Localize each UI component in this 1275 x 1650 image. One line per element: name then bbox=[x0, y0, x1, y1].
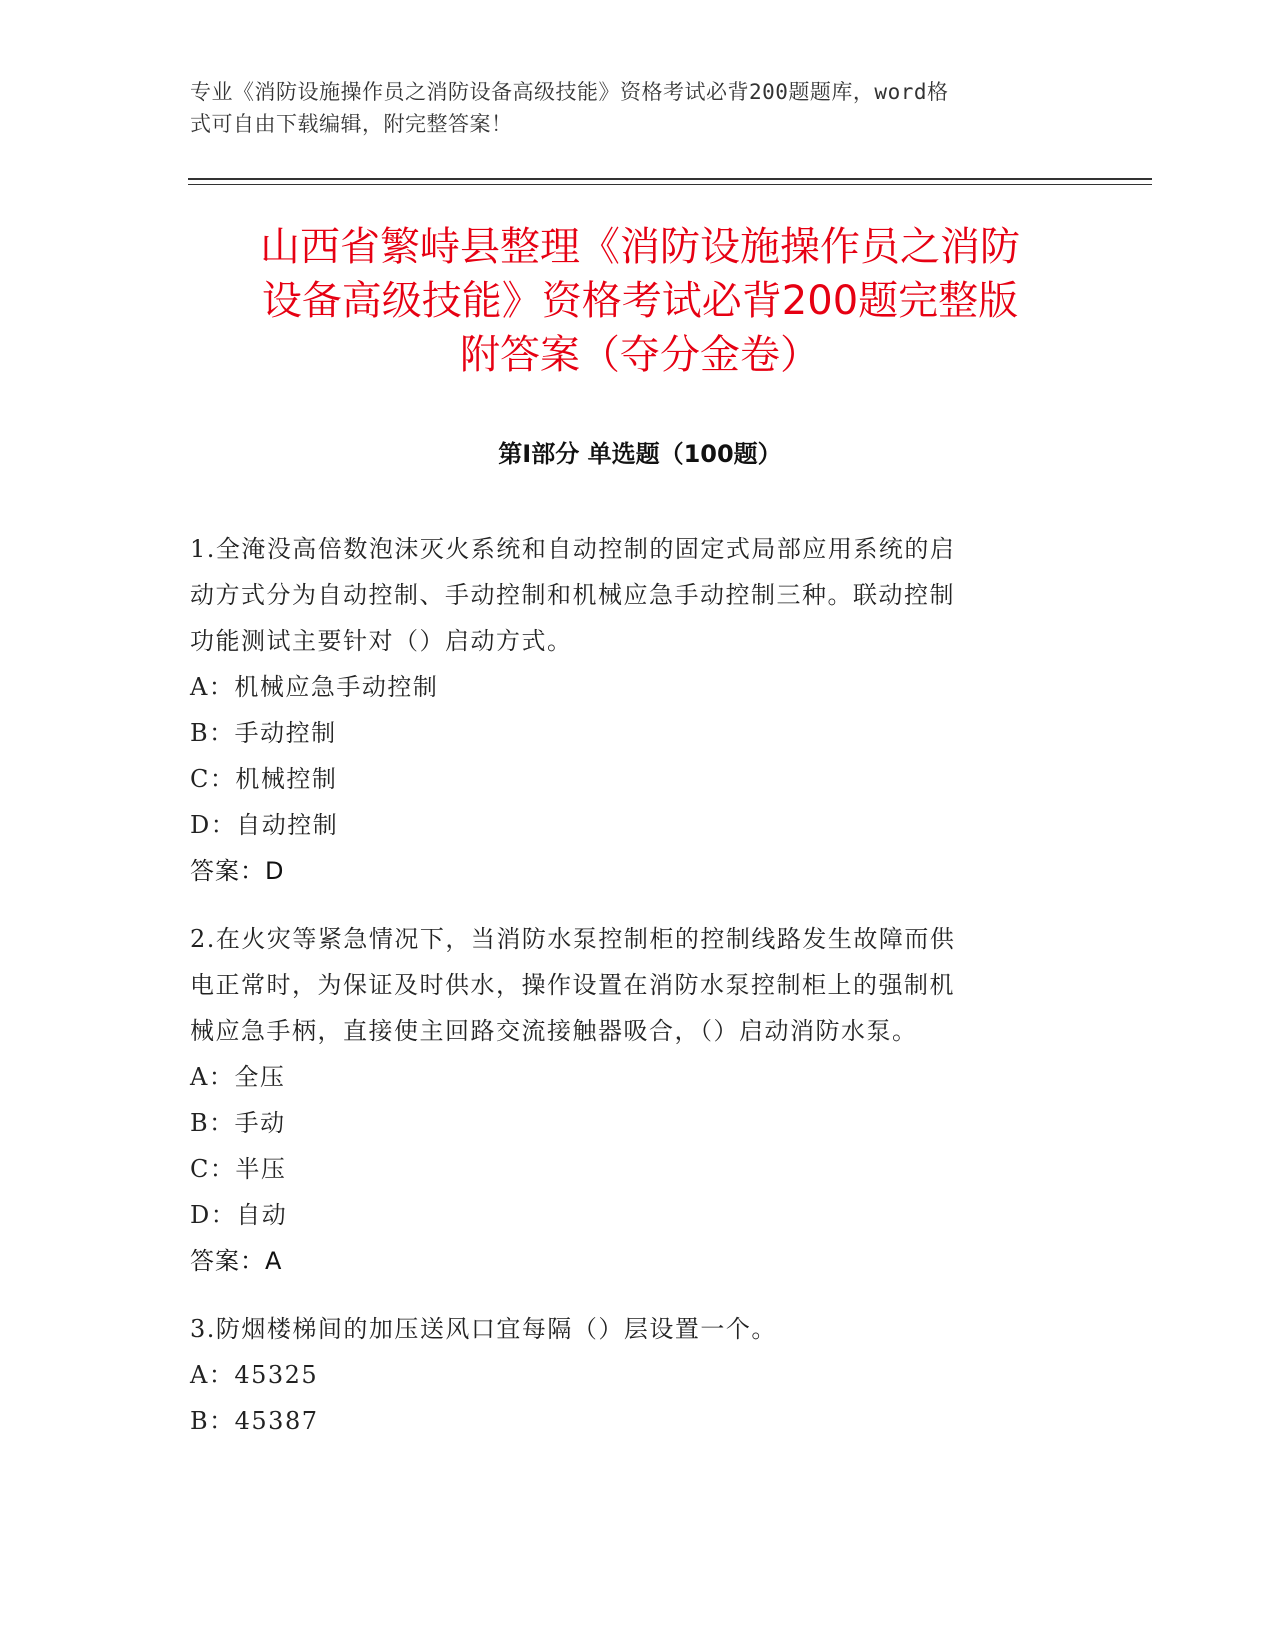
question-stem bbox=[190, 526, 1070, 664]
section-heading: 第Ⅰ部分 单选题（100题） bbox=[498, 440, 782, 468]
title-line: 山西省繁峙县整理《消防设施操作员之消防 bbox=[260, 224, 1020, 270]
option-d: D：自动 bbox=[190, 1201, 288, 1229]
question-stem bbox=[190, 1306, 1070, 1352]
question-item bbox=[190, 1306, 1070, 1444]
header-note-line: 专业《消防设施操作员之消防设备高级技能》资格考试必背200题题库，word格 bbox=[190, 80, 949, 104]
question-stem bbox=[190, 916, 1070, 1054]
stem-line: 功能测试主要针对（）启动方式。 bbox=[190, 627, 573, 655]
option-c: C：半压 bbox=[190, 1155, 287, 1183]
header-note bbox=[190, 76, 1070, 140]
header-note-line: 式可自由下载编辑，附完整答案！ bbox=[190, 112, 513, 136]
stem-line: 电正常时，为保证及时供水，操作设置在消防水泵控制柜上的强制机 bbox=[190, 971, 955, 999]
question-item bbox=[190, 526, 1070, 894]
question-item bbox=[190, 916, 1070, 1284]
option-a: A：机械应急手动控制 bbox=[190, 673, 439, 701]
option-b: B：45387 bbox=[190, 1407, 319, 1435]
document-title bbox=[190, 220, 1090, 382]
option-d: D：自动控制 bbox=[190, 811, 339, 839]
question-list bbox=[190, 526, 1070, 1466]
answer-line: 答案：D bbox=[190, 857, 285, 885]
option-a: A：45325 bbox=[190, 1361, 319, 1389]
option-c: C：机械控制 bbox=[190, 765, 338, 793]
option-b: B：手动控制 bbox=[190, 719, 337, 747]
option-a: A：全压 bbox=[190, 1063, 286, 1091]
answer-line: 答案：A bbox=[190, 1247, 283, 1275]
stem-line: 动方式分为自动控制、手动控制和机械应急手动控制三种。联动控制 bbox=[190, 581, 955, 609]
title-line: 设备高级技能》资格考试必背200题完整版 bbox=[261, 278, 1019, 324]
title-line: 附答案（夺分金卷） bbox=[460, 332, 820, 378]
stem-line: 3.防烟楼梯间的加压送风口宜每隔（）层设置一个。 bbox=[190, 1315, 777, 1343]
header-divider-thin bbox=[188, 184, 1152, 185]
stem-line: 械应急手柄，直接使主回路交流接触器吸合，（）启动消防水泵。 bbox=[190, 1017, 918, 1045]
option-b: B：手动 bbox=[190, 1109, 286, 1137]
header-divider-thick bbox=[188, 178, 1152, 180]
stem-line: 1.全淹没高倍数泡沫灭火系统和自动控制的固定式局部应用系统的启 bbox=[190, 535, 956, 563]
stem-line: 2.在火灾等紧急情况下，当消防水泵控制柜的控制线路发生故障而供 bbox=[190, 925, 956, 953]
